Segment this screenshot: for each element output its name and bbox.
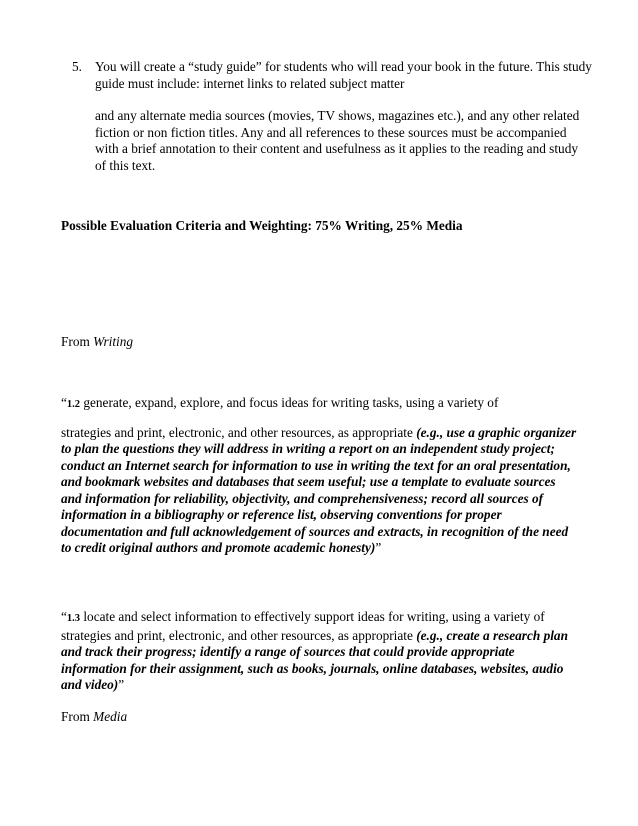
quote-first-line <box>61 395 579 414</box>
expectation-number: 1.3 <box>66 613 81 624</box>
expectation-quote-1-3 <box>61 609 579 694</box>
quote-text: locate and select information to effectively support ideas for writing, using a variety of strategies and print, electronic, and other resources, as appropriate <box>61 609 545 643</box>
open-quote: “ <box>61 395 67 410</box>
study-guide-paragraph: You will create a “study guide” for students who will read your book in the future. This study guide must include: internet links to related subject matter <box>95 59 592 91</box>
expectation-number: 1.2 <box>66 399 81 410</box>
study-guide-paragraph-continued: and any alternate media sources (movies, TV shows, magazines etc.), and any other related fiction or non fiction titles. Any and all references to these sources must be accompanied with a brief annotation to their content and usefulness as it applies to the reading and study of this text. <box>95 108 580 173</box>
list-number: 5. <box>72 59 82 74</box>
close-quote: ” <box>118 677 125 692</box>
from-prefix: From <box>61 709 94 724</box>
quote-body <box>61 609 579 694</box>
open-quote: “ <box>61 609 67 624</box>
quote-example: (e.g., use a graphic organizer to plan the questions they will address in writing a report on an independent study project; conduct an Internet search for information to use in writing the text for an oral presentation, and bookmark websites and databases that seem useful; use a template to evaluate sources and information for reliability, objectivity, and comprehensiveness; record all sources of information in a bibliography or reference list, observing conventions for proper documentation and full acknowledgement of sources and extracts, in recognition of the need to credit original authors and promote academic honesty) <box>61 424 577 555</box>
source-title: Writing <box>93 334 134 349</box>
from-media-label <box>61 709 581 726</box>
expectation-quote-1-2 <box>61 395 579 557</box>
source-title: Media <box>93 709 128 724</box>
from-prefix: From <box>61 334 94 349</box>
list-item-body <box>95 59 592 174</box>
from-writing-label <box>61 334 581 351</box>
section-heading: Possible Evaluation Criteria and Weighting: 75% Writing, 25% Media <box>61 218 463 233</box>
quote-example: (e.g., create a research plan and track their progress; identify a range of sources that could provide appropriate information for their assignment, such as books, journals, online databases, websites, audio and video) <box>61 627 568 692</box>
quote-line-2: strategies and print, electronic, and other resources, as appropriate <box>61 424 417 440</box>
close-quote: ” <box>375 540 382 555</box>
list-item-5 <box>72 59 592 174</box>
quote-line-1: generate, expand, explore, and focus ideas for writing tasks, using a variety of <box>80 395 499 410</box>
quote-body <box>61 425 579 557</box>
